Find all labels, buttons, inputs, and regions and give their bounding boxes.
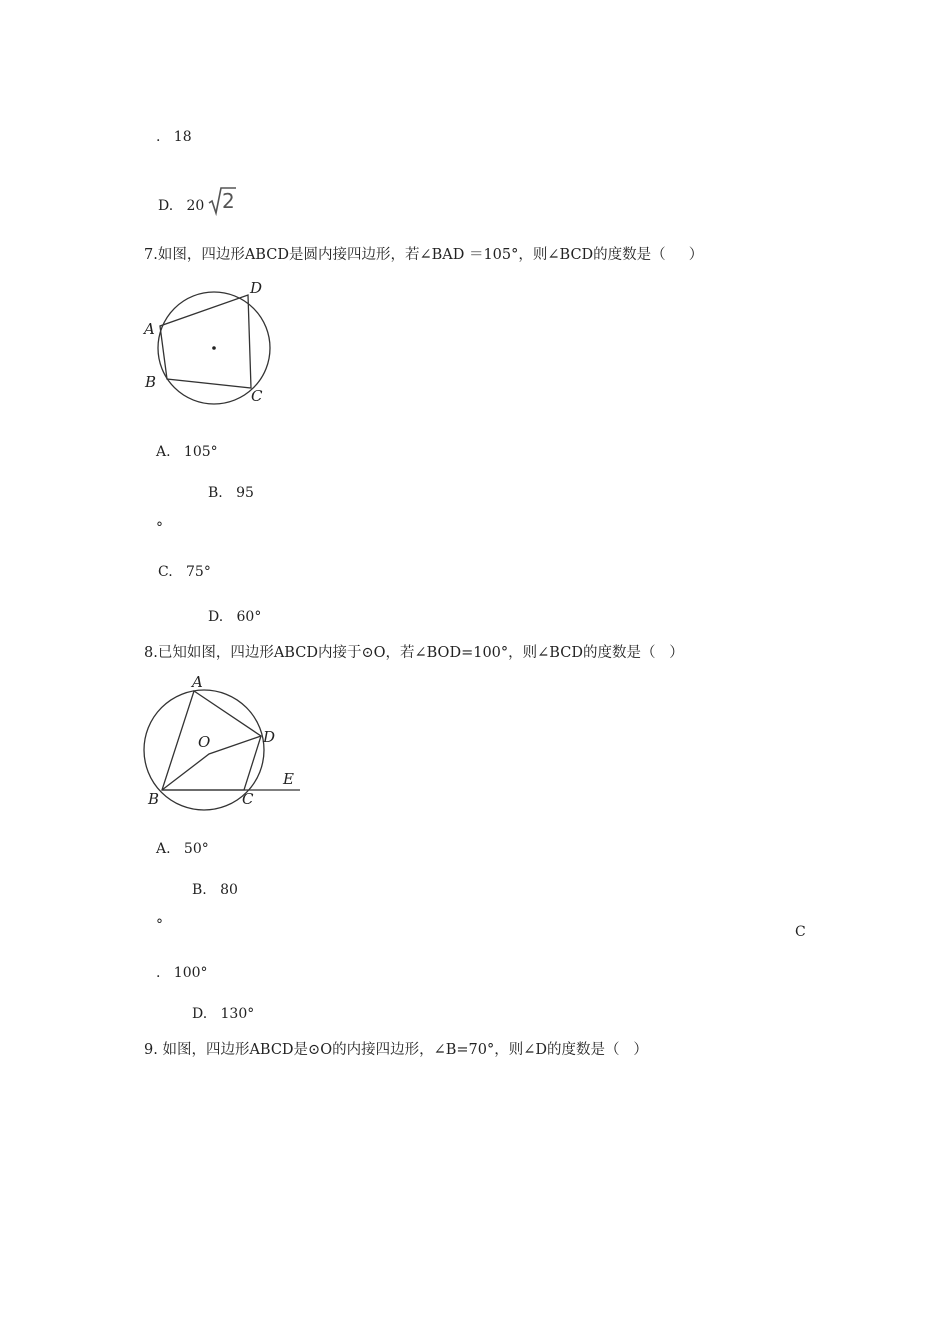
radicand: 2 xyxy=(222,189,235,213)
q7-option-b-tail: ° xyxy=(156,520,163,536)
q8-option-d: D. 130° xyxy=(192,1006,255,1022)
question-7-stem: 7.如图，四边形ABCD是圆内接四边形，若∠BAD ＝105°，则∠BCD的度数是（ ） xyxy=(144,247,704,263)
question-8-figure xyxy=(140,672,310,812)
label-d: D xyxy=(263,728,276,746)
q8-option-b: B. 80 xyxy=(192,882,238,898)
q7-option-d: D. 60° xyxy=(208,609,262,625)
label-c: C xyxy=(242,790,254,808)
label-d: D xyxy=(250,279,263,297)
label-e: E xyxy=(283,770,294,788)
label-b: B xyxy=(145,373,157,391)
q7-option-a: A. 105° xyxy=(156,444,218,460)
center-dot xyxy=(212,346,216,350)
q7-option-c: C. 75° xyxy=(158,564,211,580)
q7-option-b: B. 95 xyxy=(208,485,254,501)
label-a: A xyxy=(144,320,155,338)
q8-option-b-tail: ° xyxy=(156,917,163,933)
question-9-stem: 9. 如图，四边形ABCD是⊙O的内接四边形，∠B=70°，则∠D的度数是（ ） xyxy=(144,1042,648,1058)
label-c: C xyxy=(251,387,263,405)
prev-option-c: . 18 xyxy=(156,129,192,145)
sqrt-2-expression xyxy=(208,186,248,216)
label-a: A xyxy=(192,673,203,691)
question-7-figure xyxy=(140,280,280,410)
label-b: B xyxy=(148,790,160,808)
label-o: O xyxy=(198,733,211,751)
q8-option-a: A. 50° xyxy=(156,841,209,857)
q8-option-c-letter: C xyxy=(795,924,806,940)
q8-option-c: . 100° xyxy=(156,965,208,981)
question-8-stem: 8.已知如图，四边形ABCD内接于⊙O，若∠BOD=100°，则∠BCD的度数是（ ） xyxy=(144,645,684,661)
prev-option-d: D. 20 xyxy=(158,198,205,214)
